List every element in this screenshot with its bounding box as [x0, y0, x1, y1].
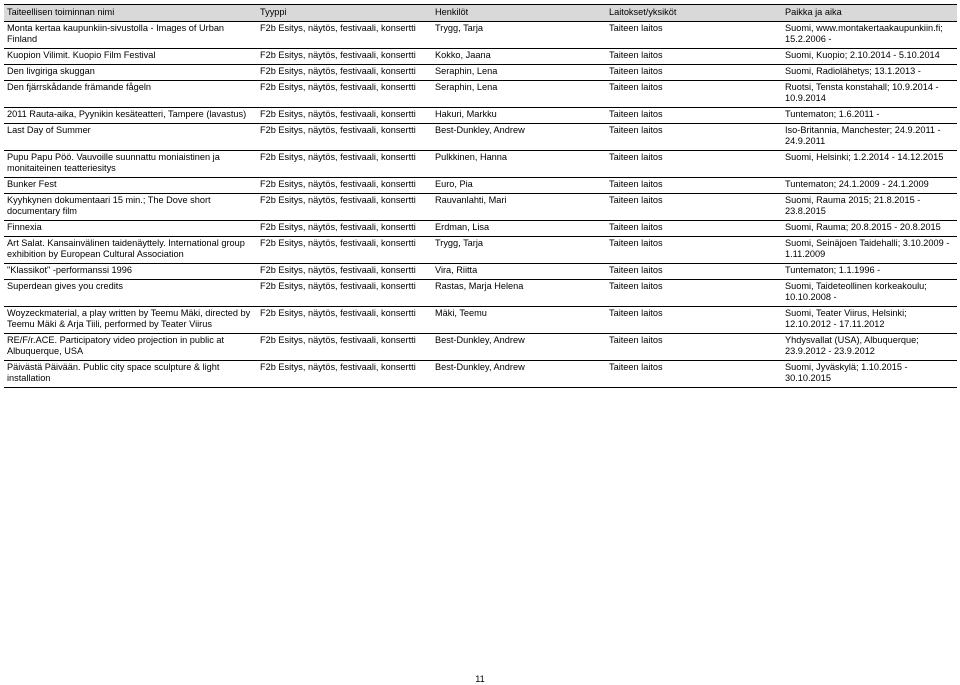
cell-place-time: Suomi, Taideteollinen korkeakoulu; 10.10.2008 -: [782, 280, 957, 307]
cell-name: RE/F/r.ACE. Participatory video projection in public at Albuquerque, USA: [4, 334, 257, 361]
cell-persons: Trygg, Tarja: [432, 22, 606, 49]
table-row: [4, 124, 957, 151]
table-row: [4, 178, 957, 194]
cell-units: Taiteen laitos: [606, 124, 782, 151]
cell-name: Pupu Papu Pöö. Vauvoille suunnattu moniaistinen ja monitaiteinen teatteriesitys: [4, 151, 257, 178]
cell-type: F2b Esitys, näytös, festivaali, konsertti: [257, 178, 432, 194]
cell-place-time: Suomi, Rauma; 20.8.2015 - 20.8.2015: [782, 221, 957, 237]
cell-place-time: Tuntematon; 1.6.2011 -: [782, 108, 957, 124]
cell-units: Taiteen laitos: [606, 237, 782, 264]
cell-units: Taiteen laitos: [606, 264, 782, 280]
cell-place-time: Suomi, Seinäjoen Taidehalli; 3.10.2009 - 1.11.2009: [782, 237, 957, 264]
cell-persons: Hakuri, Markku: [432, 108, 606, 124]
col-header-place-time: Paikka ja aika: [782, 5, 957, 22]
cell-units: Taiteen laitos: [606, 108, 782, 124]
cell-type: F2b Esitys, näytös, festivaali, konsertti: [257, 264, 432, 280]
col-header-persons: Henkilöt: [432, 5, 606, 22]
cell-units: Taiteen laitos: [606, 361, 782, 388]
cell-type: F2b Esitys, näytös, festivaali, konsertti: [257, 334, 432, 361]
col-header-name: Taiteellisen toiminnan nimi: [4, 5, 257, 22]
cell-units: Taiteen laitos: [606, 178, 782, 194]
cell-name: Kyyhkynen dokumentaari 15 min.; The Dove short documentary film: [4, 194, 257, 221]
cell-name: Art Salat. Kansainvälinen taidenäyttely. International group exhibition by European Cultural Association: [4, 237, 257, 264]
table-row: [4, 151, 957, 178]
cell-name: Bunker Fest: [4, 178, 257, 194]
cell-name: Woyzeckmaterial, a play written by Teemu Mäki, directed by Teemu Mäki & Arja Tiili, performed by Teater Viirus: [4, 307, 257, 334]
cell-place-time: Suomi, Rauma 2015; 21.8.2015 - 23.8.2015: [782, 194, 957, 221]
table-row: [4, 22, 957, 49]
cell-type: F2b Esitys, näytös, festivaali, konsertti: [257, 237, 432, 264]
cell-persons: Seraphin, Lena: [432, 65, 606, 81]
cell-type: F2b Esitys, näytös, festivaali, konsertti: [257, 280, 432, 307]
cell-name: Den livgiriga skuggan: [4, 65, 257, 81]
cell-units: Taiteen laitos: [606, 280, 782, 307]
cell-place-time: Suomi, Helsinki; 1.2.2014 - 14.12.2015: [782, 151, 957, 178]
cell-units: Taiteen laitos: [606, 194, 782, 221]
table-row: [4, 264, 957, 280]
cell-type: F2b Esitys, näytös, festivaali, konsertti: [257, 307, 432, 334]
cell-persons: Best-Dunkley, Andrew: [432, 334, 606, 361]
cell-persons: Best-Dunkley, Andrew: [432, 361, 606, 388]
header-row: [4, 5, 957, 22]
cell-name: "Klassikot" -performanssi 1996: [4, 264, 257, 280]
cell-place-time: Tuntematon; 24.1.2009 - 24.1.2009: [782, 178, 957, 194]
cell-place-time: Tuntematon; 1.1.1996 -: [782, 264, 957, 280]
table-row: [4, 194, 957, 221]
cell-type: F2b Esitys, näytös, festivaali, konsertti: [257, 361, 432, 388]
table-row: [4, 237, 957, 264]
cell-persons: Pulkkinen, Hanna: [432, 151, 606, 178]
cell-name: 2011 Rauta-aika, Pyynikin kesäteatteri, Tampere (lavastus): [4, 108, 257, 124]
cell-persons: Trygg, Tarja: [432, 237, 606, 264]
cell-persons: Kokko, Jaana: [432, 49, 606, 65]
cell-persons: Erdman, Lisa: [432, 221, 606, 237]
cell-name: Superdean gives you credits: [4, 280, 257, 307]
table-row: [4, 334, 957, 361]
table-row: [4, 361, 957, 388]
cell-type: F2b Esitys, näytös, festivaali, konsertti: [257, 22, 432, 49]
table-row: [4, 307, 957, 334]
cell-type: F2b Esitys, näytös, festivaali, konsertti: [257, 221, 432, 237]
cell-persons: Vira, Riitta: [432, 264, 606, 280]
cell-type: F2b Esitys, näytös, festivaali, konsertti: [257, 49, 432, 65]
cell-persons: Mäki, Teemu: [432, 307, 606, 334]
page-number: 11: [475, 674, 485, 684]
cell-place-time: Suomi, www.montakertaakaupunkiin.fi; 15.2.2006 -: [782, 22, 957, 49]
cell-persons: Euro, Pia: [432, 178, 606, 194]
cell-persons: Seraphin, Lena: [432, 81, 606, 108]
table-row: [4, 81, 957, 108]
cell-type: F2b Esitys, näytös, festivaali, konsertti: [257, 194, 432, 221]
cell-place-time: Iso-Britannia, Manchester; 24.9.2011 - 24.9.2011: [782, 124, 957, 151]
cell-units: Taiteen laitos: [606, 307, 782, 334]
cell-place-time: Yhdysvallat (USA), Albuquerque; 23.9.2012 - 23.9.2012: [782, 334, 957, 361]
cell-units: Taiteen laitos: [606, 334, 782, 361]
cell-place-time: Ruotsi, Tensta konstahall; 10.9.2014 - 10.9.2014: [782, 81, 957, 108]
table-row: [4, 221, 957, 237]
table-row: [4, 65, 957, 81]
cell-type: F2b Esitys, näytös, festivaali, konsertti: [257, 81, 432, 108]
cell-name: Päivästä Päivään. Public city space sculpture & light installation: [4, 361, 257, 388]
cell-persons: Best-Dunkley, Andrew: [432, 124, 606, 151]
table-row: [4, 49, 957, 65]
cell-units: Taiteen laitos: [606, 49, 782, 65]
cell-units: Taiteen laitos: [606, 81, 782, 108]
cell-type: F2b Esitys, näytös, festivaali, konsertti: [257, 65, 432, 81]
cell-name: Monta kertaa kaupunkiin-sivustolla - Images of Urban Finland: [4, 22, 257, 49]
cell-type: F2b Esitys, näytös, festivaali, konsertti: [257, 124, 432, 151]
cell-persons: Rastas, Marja Helena: [432, 280, 606, 307]
cell-name: Kuopion Vilimit. Kuopio Film Festival: [4, 49, 257, 65]
table-row: [4, 280, 957, 307]
table-row: [4, 108, 957, 124]
cell-place-time: Suomi, Teater Viirus, Helsinki; 12.10.2012 - 17.11.2012: [782, 307, 957, 334]
cell-place-time: Suomi, Kuopio; 2.10.2014 - 5.10.2014: [782, 49, 957, 65]
col-header-type: Tyyppi: [257, 5, 432, 22]
cell-units: Taiteen laitos: [606, 22, 782, 49]
cell-type: F2b Esitys, näytös, festivaali, konsertti: [257, 151, 432, 178]
cell-name: Finnexia: [4, 221, 257, 237]
col-header-units: Laitokset/yksiköt: [606, 5, 782, 22]
cell-name: Den fjärrskådande främande fågeln: [4, 81, 257, 108]
cell-units: Taiteen laitos: [606, 151, 782, 178]
cell-persons: Rauvanlahti, Mari: [432, 194, 606, 221]
results-table: [4, 4, 957, 388]
cell-name: Last Day of Summer: [4, 124, 257, 151]
cell-units: Taiteen laitos: [606, 221, 782, 237]
cell-place-time: Suomi, Jyväskylä; 1.10.2015 - 30.10.2015: [782, 361, 957, 388]
cell-type: F2b Esitys, näytös, festivaali, konsertti: [257, 108, 432, 124]
cell-place-time: Suomi, Radiolähetys; 13.1.2013 -: [782, 65, 957, 81]
cell-units: Taiteen laitos: [606, 65, 782, 81]
